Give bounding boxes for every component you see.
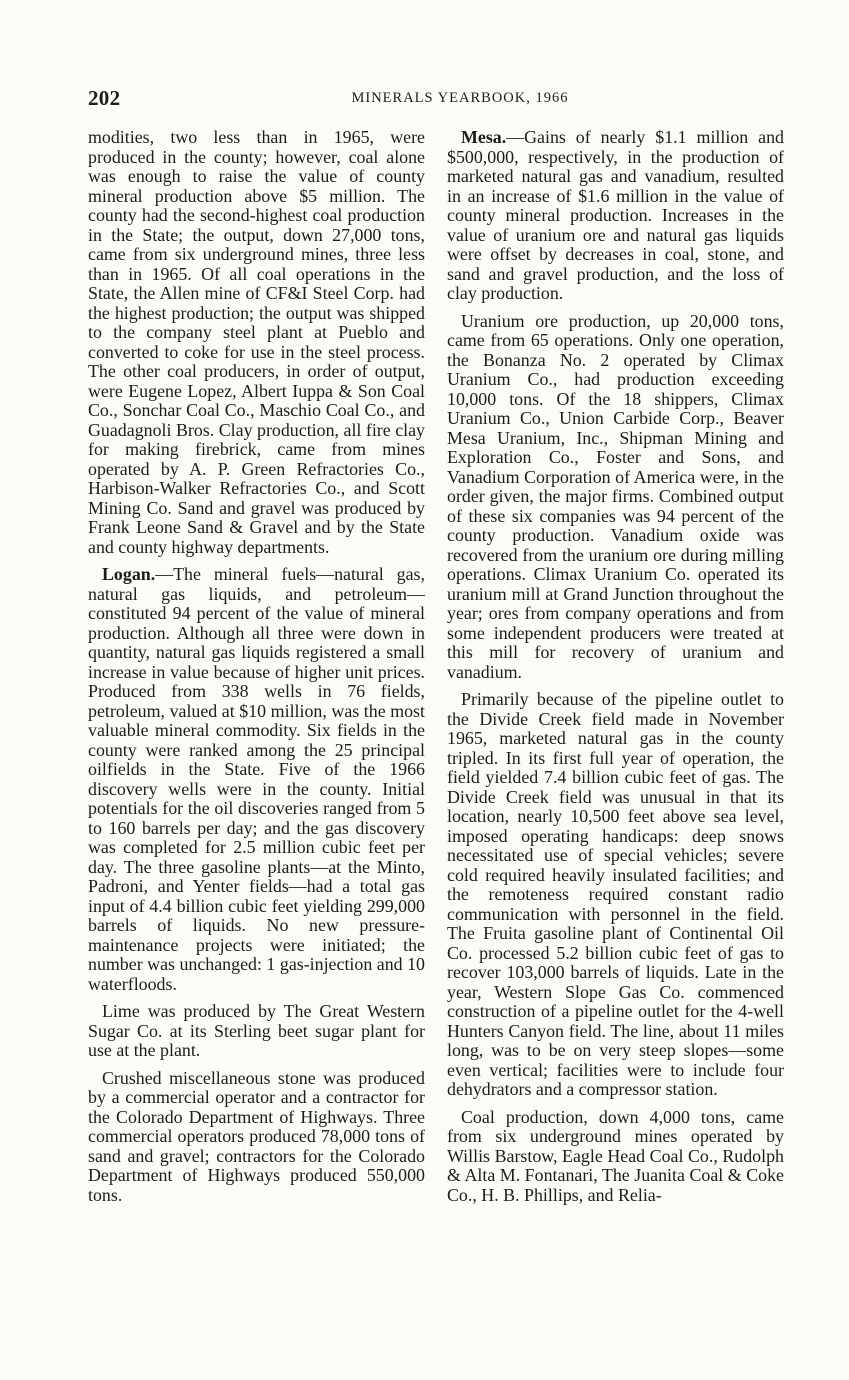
right-column: [447, 128, 784, 1213]
paragraph-continuation: modities, two less than in 1965, were produced in the county; however, coal alone was enough to raise the value of county mineral production above $5 million. The county had the second-highest coal production in the State; the output, down 27,000 tons, came from six underground mines, three less than in 1965. Of all coal operations in the State, the Allen mine of CF&I Steel Corp. had the highest production; the output was shipped to the company steel plant at Pueblo and converted to coke for use in the steel process. The other coal producers, in order of output, were Eugene Lopez, Albert Iuppa & Son Coal Co., Sonchar Coal Co., Maschio Coal Co., and Guadagnoli Bros. Clay production, all fire clay for making firebrick, came from mines operated by A. P. Green Refractories Co., Harbison-Walker Refractories Co., and Scott Mining Co. Sand and gravel was produced by Frank Leone Sand & Gravel and by the State and county highway departments.: [88, 127, 425, 557]
left-column: [88, 128, 425, 1213]
paragraph-lime: Lime was produced by The Great Western Sugar Co. at its Sterling beet sugar plant for use at the plant.: [88, 1001, 425, 1060]
paragraph-pipeline: Primarily because of the pipeline outlet to the Divide Creek field made in November 1965, marketed natural gas in the county tripled. In its first full year of operation, the field yielded 7.4 billion cubic feet of gas. The Divide Creek field was unusual in that its location, nearly 10,500 feet above sea level, imposed operating handicaps: deep snows necessitated use of special vehicles; severe cold required heavily insulated facilities; and the remoteness required constant radio communication with personnel in the field. The Fruita gasoline plant of Continental Oil Co. processed 5.2 billion cubic feet of gas to recover 103,000 barrels of liquids. Late in the year, Western Slope Gas Co. commenced construction of a pipeline outlet for the 4-well Hunters Canyon field. The line, about 11 miles long, was to be on very steep slopes—some even vertical; facilities were to include four dehydrators and a compressor station.: [447, 689, 784, 1099]
paragraph-mesa: [447, 128, 784, 304]
running-title: MINERALS YEARBOOK, 1966: [351, 90, 569, 106]
mesa-heading: Mesa.: [461, 127, 507, 147]
paragraph-stone: Crushed miscellaneous stone was produced by a commercial operator and a contractor for the Colorado Department of Highways. Three commercial operators produced 78,000 tons of sand and gravel; contractors for the Colorado Department of Highways produced 550,000 tons.: [88, 1067, 425, 1205]
mesa-text: —Gains of nearly $1.1 million and $500,000, respectively, in the production of marketed natural gas and vanadium, resulted in an increase of $1.6 million in the value of county mineral production. Increases in the value of uranium ore and natural gas liquids were offset by decreases in coal, stone, and sand and gravel production, and the loss of clay production.: [447, 127, 784, 303]
paragraph-coal: Coal production, down 4,000 tons, came from six underground mines operated by Willis Barstow, Eagle Head Coal Co., Rudolph & Alta M. Fontanari, The Juanita Coal & Coke Co., H. B. Phillips, and Relia-: [447, 1106, 784, 1205]
paragraph-uranium: Uranium ore production, up 20,000 tons, came from 65 operations. Only one operation, the Bonanza No. 2 operated by Climax Uranium Co., had production exceeding 10,000 tons. Of the 18 shippers, Climax Uranium Co., Union Carbide Corp., Beaver Mesa Uranium, Inc., Shipman Mining and Exploration Co., Foster and Sons, and Vanadium Corporation of America were, in the order given, the major firms. Combined output of these six companies was 94 percent of the county production. Vanadium oxide was recovered from the uranium ore during milling operations. Climax Uranium Co. operated its uranium mill at Grand Junction throughout the year; ores from company operations and from some independent producers were treated at this mill for recovery of uranium and vanadium.: [447, 310, 784, 682]
logan-heading: Logan.: [102, 564, 156, 584]
logan-text: —The mineral fuels—natural gas, natural gas liquids, and petroleum—constituted 94 percent of the value of mineral production. Although all three were down in quantity, natural gas liquids registered a small increase in value because of higher unit prices. Produced from 338 wells in 76 fields, petroleum, valued at $10 million, was the most valuable mineral commodity. Six fields in the county were ranked among the 25 principal oilfields in the State. Five of the 1966 discovery wells were in the county. Initial potentials for the oil discoveries ranged from 5 to 160 barrels per day; and the gas discovery was completed for 2.5 million cubic feet per day. The three gasoline plants—at the Minto, Padroni, and Yenter fields—had a total gas input of 4.4 billion cubic feet yielding 299,000 barrels of liquids. No new pressure-maintenance projects were initiated; the number was unchanged: 1 gas-injection and 10 waterfloods.: [88, 564, 425, 994]
page-number: 202: [88, 86, 121, 110]
paragraph-logan: [88, 565, 425, 994]
